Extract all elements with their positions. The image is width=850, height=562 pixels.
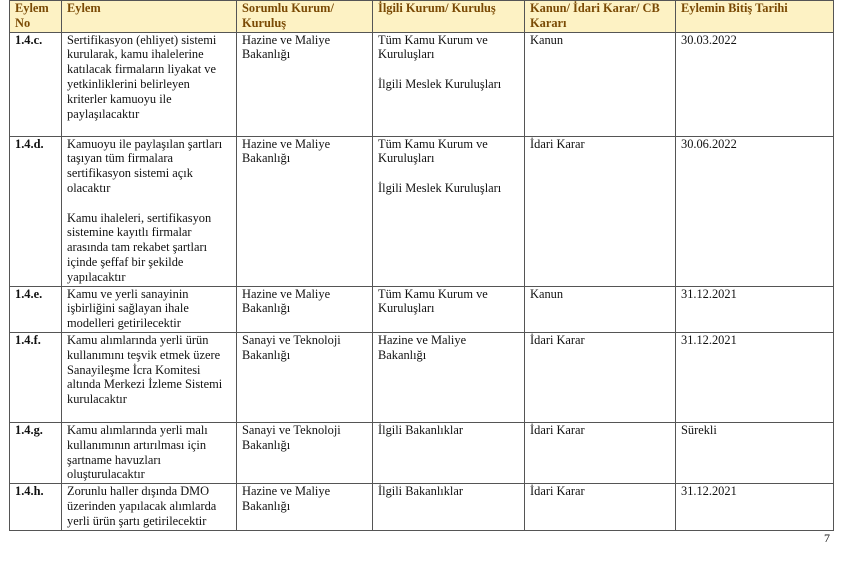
related-cell: İlgili Bakanlıklar [373, 422, 525, 483]
responsible-cell: Hazine ve Maliye Bakanlığı [237, 136, 373, 286]
deadline-cell: Sürekli [676, 422, 834, 483]
responsible-cell: Hazine ve Maliye Bakanlığı [237, 484, 373, 530]
action-cell: Kamuoyu ile paylaşılan şartları taşıyan tüm firmalara sertifikasyon sistemi açık olacaktır Kamu ihaleleri, sertifikasyon sistemine kayıtlı firmalar arasında tam rekabet şartları içinde şeffaf bir şekilde yapılacaktır [62, 136, 237, 286]
related-cell: İlgili Bakanlıklar [373, 484, 525, 530]
action-cell: Kamu alımlarında yerli ürün kullanımını teşvik etmek üzere Sanayileşme İcra Komitesi altında Merkezi İzleme Sistemi kurulacaktır [62, 332, 237, 422]
decision-cell: İdari Karar [525, 422, 676, 483]
table-row [10, 332, 834, 422]
responsible-cell: Hazine ve Maliye Bakanlığı [237, 32, 373, 136]
table-row [10, 484, 834, 530]
action-no-cell: 1.4.h. [10, 484, 62, 530]
header-decision: Kanun/ İdari Karar/ CB Kararı [525, 1, 676, 33]
related-cell: Hazine ve Maliye Bakanlığı [373, 332, 525, 422]
action-plan-table [9, 0, 834, 531]
header-action: Eylem [62, 1, 237, 33]
action-cell: Zorunlu haller dışında DMO üzerinden yapılacak alımlarda yerli ürün şartı getirilecektir [62, 484, 237, 530]
table-row [10, 286, 834, 332]
responsible-cell: Sanayi ve Teknoloji Bakanlığı [237, 422, 373, 483]
deadline-cell: 31.12.2021 [676, 484, 834, 530]
decision-cell: İdari Karar [525, 136, 676, 286]
action-cell: Kamu ve yerli sanayinin işbirliğini sağlayan ihale modelleri getirilecektir [62, 286, 237, 332]
related-cell: Tüm Kamu Kurum ve Kuruluşları [373, 286, 525, 332]
deadline-cell: 30.03.2022 [676, 32, 834, 136]
table-row [10, 422, 834, 483]
related-cell: Tüm Kamu Kurum ve Kuruluşları İlgili Meslek Kuruluşları [373, 32, 525, 136]
responsible-cell: Sanayi ve Teknoloji Bakanlığı [237, 332, 373, 422]
deadline-cell: 30.06.2022 [676, 136, 834, 286]
action-no-cell: 1.4.e. [10, 286, 62, 332]
header-responsible: Sorumlu Kurum/ Kuruluş [237, 1, 373, 33]
action-no-cell: 1.4.f. [10, 332, 62, 422]
related-cell: Tüm Kamu Kurum ve Kuruluşları İlgili Meslek Kuruluşları [373, 136, 525, 286]
deadline-cell: 31.12.2021 [676, 286, 834, 332]
table-header-row [10, 1, 834, 33]
action-cell: Sertifikasyon (ehliyet) sistemi kurularak, kamu ihalelerine katılacak firmaların liyakat ve yetkinliklerini belirleyen kriterler kamuoyu ile paylaşılacaktır [62, 32, 237, 136]
table-row [10, 32, 834, 136]
table-row [10, 136, 834, 286]
header-action-no: Eylem No [10, 1, 62, 33]
page-number: 7 [824, 531, 830, 545]
decision-cell: İdari Karar [525, 332, 676, 422]
header-deadline: Eylemin Bitiş Tarihi [676, 1, 834, 33]
responsible-cell: Hazine ve Maliye Bakanlığı [237, 286, 373, 332]
header-related: İlgili Kurum/ Kuruluş [373, 1, 525, 33]
deadline-cell: 31.12.2021 [676, 332, 834, 422]
decision-cell: Kanun [525, 286, 676, 332]
action-no-cell: 1.4.c. [10, 32, 62, 136]
decision-cell: İdari Karar [525, 484, 676, 530]
decision-cell: Kanun [525, 32, 676, 136]
action-no-cell: 1.4.g. [10, 422, 62, 483]
action-no-cell: 1.4.d. [10, 136, 62, 286]
action-cell: Kamu alımlarında yerli malı kullanımının artırılması için şartname havuzları oluşturulacaktır [62, 422, 237, 483]
